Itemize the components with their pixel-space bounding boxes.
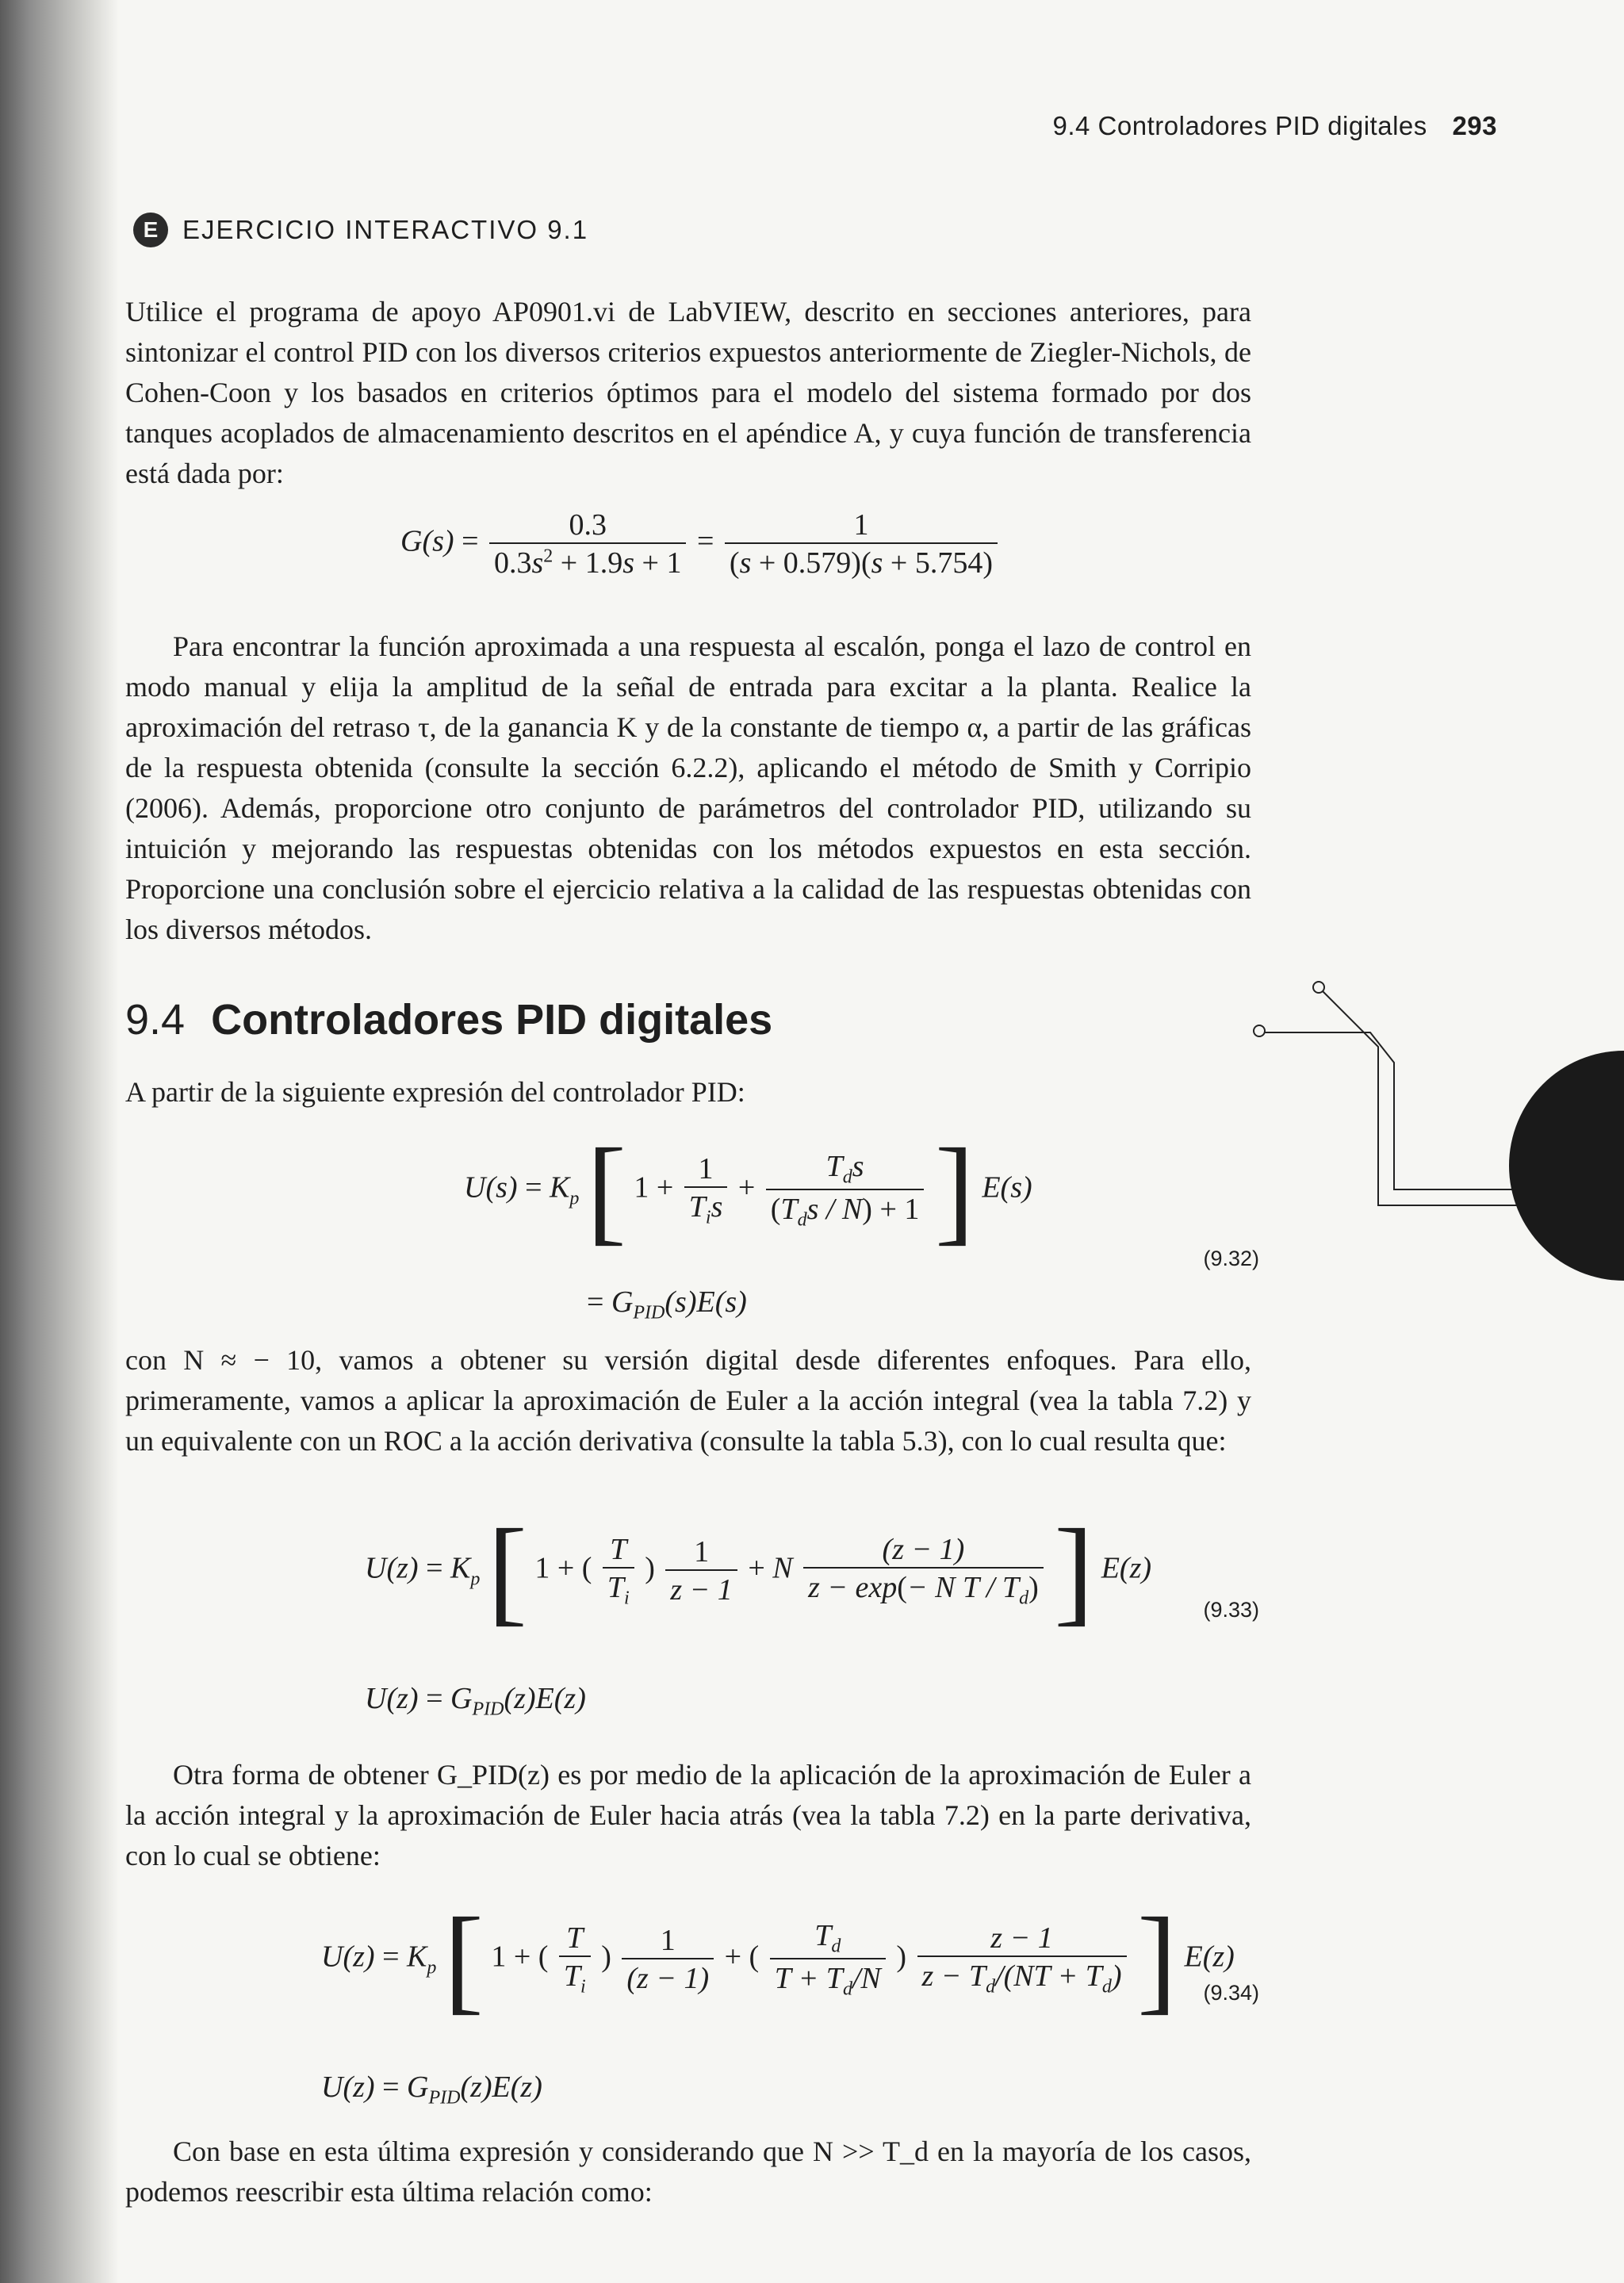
section-intro: A partir de la siguiente expresión del controlador PID: — [125, 1076, 745, 1108]
transfer-function-equation: G(s) = $\frac{0.3}{0.3s^2 + 1.9s + 1}$ = $\frac{1}{(s + 0.579)(s + 5.754)}$ — [400, 508, 1001, 580]
decoration-circle-top — [1313, 982, 1324, 993]
gs-fraction-1: $\frac{0.3}{0.3s^2 + 1.9s + 1}$ — [489, 508, 686, 580]
margin-decoration-graphic — [1251, 975, 1624, 1308]
exercise-e-icon: E — [133, 213, 168, 247]
running-head — [1053, 111, 1497, 141]
running-head-section: 9.4 Controladores PID digitales — [1052, 111, 1427, 140]
decoration-half-disc — [1509, 1051, 1624, 1281]
equation-number-9-34: (9.34) — [1203, 1981, 1259, 2005]
gs-fraction-2: $\frac{1}{(s + 0.579)(s + 5.754)}$ — [725, 508, 998, 580]
decoration-trace-1 — [1323, 991, 1521, 1205]
paragraph-after-9-34: Con base en esta última expresión y considerando que N >> T_d en la mayoría de los casos, podemos reescribir esta última relación como: — [125, 2136, 1251, 2208]
exercise-paragraph-1: Utilice el programa de apoyo AP0901.vi de LabVIEW, descrito en secciones anteriores, para sintonizar el control PID con los diversos criterios expuestos anteriormente de Ziegler-Nichols, de Cohen-Coon y los basados en criterios óptimos para el modelo del sistema formado por dos tanques acoplados de almacenamiento descritos en el apéndice A, y cuya función de transferencia está dada por: — [125, 296, 1251, 489]
equation-9-32-line-2: = $G_{PID}(s)E(s)$ — [587, 1285, 747, 1323]
equation-number-9-32: (9.32) — [1203, 1247, 1259, 1270]
exercise-heading — [133, 213, 588, 247]
section-number: 9.4 — [125, 996, 186, 1044]
exercise-label: EJERCICIO INTERACTIVO 9.1 — [182, 215, 589, 244]
exercise-paragraph-2: Para encontrar la función aproximada a una respuesta al escalón, ponga el lazo de control en modo manual y elija la amplitud de la señal de entrada para excitar a la planta. Realice la aproximación del retraso τ, de la ganancia K y de la constante de tiempo α, a partir de las gráficas de la respuesta obtenida (consulte la sección 6.2.2), aplicando el método de Smith y Corripio (2006). Además, proporcione otro conjunto de parámetros del controlador PID, utilizando su intuición y mejorando las respuestas obtenidas con los métodos expuestos en esta sección. Proporcione una conclusión sobre el ejercicio relativa a la calidad de las respuestas obtenidas con los diversos métodos. — [125, 630, 1251, 945]
equation-9-33-line-2: $U(z) = G_{PID}(z)E(z)$ — [365, 1682, 586, 1720]
equation-number-9-33: (9.33) — [1203, 1598, 1259, 1622]
paragraph-after-9-32: con N ≈ − 10, vamos a obtener su versión digital desde diferentes enfoques. Para ello, primeramente, vamos a aplicar la aproximación de Euler a la acción integral (vea la tabla 7.2) y un equivalente con un ROC a la acción derivativa (consulte la tabla 5.3), con lo cual resulta que: — [125, 1344, 1251, 1457]
decoration-circle-left — [1254, 1025, 1265, 1036]
section-title — [125, 995, 772, 1044]
equation-9-34: $U(z) = K_p$ [ 1 + ( $\frac{T}{T_i}$ ) $\frac{1}{(z - 1)}$ + ( $\frac{T_d}{T + T_d/N}$ ) $\frac{z - 1}{z - T_d/(NT + T_d)}$ ] E(z) — [321, 1894, 1235, 2025]
paragraph-after-9-33: Otra forma de obtener G_PID(z) es por medio de la aplicación de la aproximación de Euler a la acción integral y la aproximación de Euler hacia atrás (vea la tabla 7.2) en la parte derivativa, con lo cual se obtiene: — [125, 1759, 1251, 1871]
decoration-trace-2 — [1264, 1032, 1529, 1189]
page-number: 293 — [1452, 111, 1497, 140]
equation-9-34-line-2: $U(z) = G_{PID}(z)E(z)$ — [321, 2070, 542, 2109]
section-title-text: Controladores PID digitales — [211, 996, 773, 1044]
equation-9-32: $U(s) = K_p$ [ 1 + $\frac{1}{T_is}$ + $\frac{T_ds}{(T_ds / N) + 1}$ ] E(s) — [464, 1124, 1032, 1256]
scan-edge-shadow — [0, 0, 119, 2283]
equation-9-33: $U(z) = K_p$ [ 1 + ( $\frac{T}{T_i}$ ) $\frac{1}{z - 1}$ + N $\frac{(z - 1)}{z - \exp(- N T / T_d)}$ ] E(z) — [365, 1505, 1152, 1637]
